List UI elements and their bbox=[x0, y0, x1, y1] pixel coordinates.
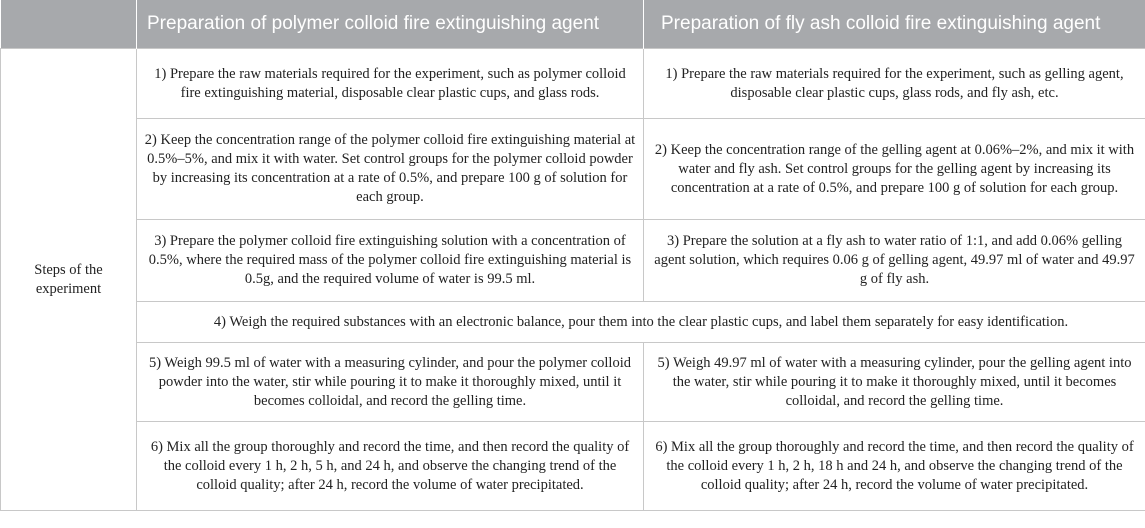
table-row bbox=[1, 220, 1145, 302]
polymer-step-5: 5) Weigh 99.5 ml of water with a measuring cylinder, and pour the polymer colloid powder into the water, stir while pouring it to make it thoroughly mixed, until it becomes colloidal, and record the gelling time. bbox=[137, 343, 644, 422]
table-row bbox=[1, 49, 1145, 119]
steps-row-label: Steps of the experiment bbox=[1, 49, 137, 511]
shared-step-4: 4) Weigh the required substances with an electronic balance, pour them into the clear plastic cups, and label them separately for easy identification. bbox=[137, 302, 1145, 343]
flyash-step-5: 5) Weigh 49.97 ml of water with a measuring cylinder, pour the gelling agent into the water, stir while pouring it to make it thoroughly mixed, until it becomes colloidal, and record the gelling time. bbox=[644, 343, 1145, 422]
table-row bbox=[1, 119, 1145, 220]
table-row bbox=[1, 422, 1145, 511]
table-header-row bbox=[1, 0, 1145, 49]
flyash-step-3: 3) Prepare the solution at a fly ash to water ratio of 1:1, and add 0.06% gelling agent solution, which requires 0.06 g of gelling agent, 49.97 ml of water and 49.97 g of fly ash. bbox=[644, 220, 1145, 302]
header-fly-ash-colloid: Preparation of fly ash colloid fire extinguishing agent bbox=[644, 0, 1145, 49]
header-empty-cell bbox=[1, 0, 137, 49]
polymer-step-2: 2) Keep the concentration range of the polymer colloid fire extinguishing material at 0.5%–5%, and mix it with water. Set control groups for the polymer colloid powder by increasing its concentration at a rate of 0.5%, and prepare 100 g of solution for each group. bbox=[137, 119, 644, 220]
polymer-step-3: 3) Prepare the polymer colloid fire extinguishing solution with a concentration of 0.5%, where the required mass of the polymer colloid fire extinguishing material is 0.5g, and the required volume of water is 99.5 ml. bbox=[137, 220, 644, 302]
flyash-step-2: 2) Keep the concentration range of the gelling agent at 0.06%–2%, and mix it with water and fly ash. Set control groups for the gelling agent by increasing its concentration at a rate of 0.5%, and prepare 100 g of solution for each group. bbox=[644, 119, 1145, 220]
table-row bbox=[1, 343, 1145, 422]
table-row bbox=[1, 302, 1145, 343]
header-polymer-colloid: Preparation of polymer colloid fire extinguishing agent bbox=[137, 0, 644, 49]
flyash-step-1: 1) Prepare the raw materials required for the experiment, such as gelling agent, disposable clear plastic cups, glass rods, and fly ash, etc. bbox=[644, 49, 1145, 119]
flyash-step-6: 6) Mix all the group thoroughly and record the time, and then record the quality of the colloid every 1 h, 2 h, 18 h and 24 h, and observe the changing trend of the colloid quality; after 24 h, record the volume of water precipitated. bbox=[644, 422, 1145, 511]
polymer-step-1: 1) Prepare the raw materials required for the experiment, such as polymer colloid fire extinguishing material, disposable clear plastic cups, and glass rods. bbox=[137, 49, 644, 119]
polymer-step-6: 6) Mix all the group thoroughly and record the time, and then record the quality of the colloid every 1 h, 2 h, 5 h, and 24 h, and observe the changing trend of the colloid quality; after 24 h, record the volume of water precipitated. bbox=[137, 422, 644, 511]
